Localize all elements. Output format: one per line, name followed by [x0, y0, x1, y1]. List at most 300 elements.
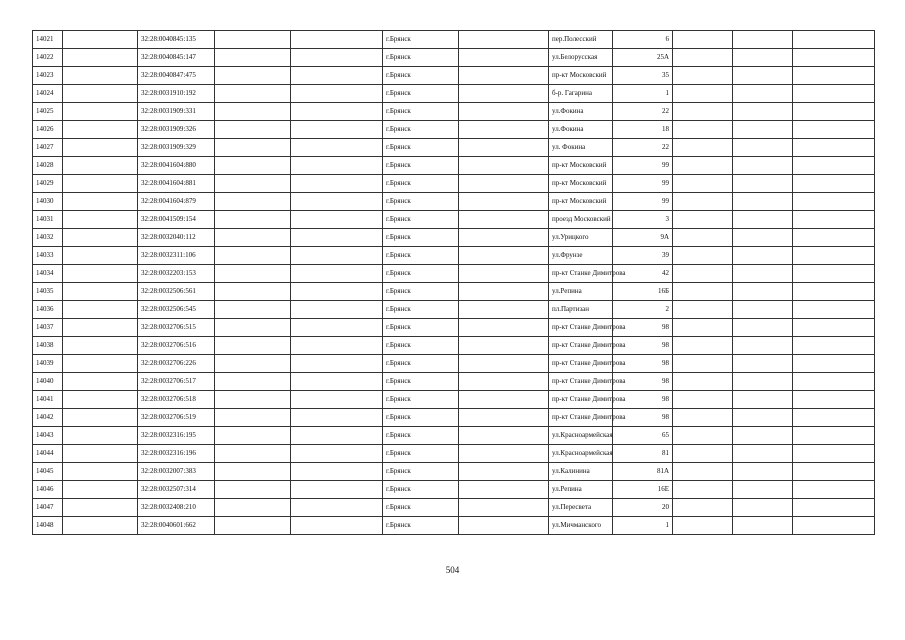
empty-cell — [215, 445, 291, 463]
city-cell: г.Брянск — [383, 175, 459, 193]
empty-cell — [793, 67, 875, 85]
id-cell: 14037 — [33, 319, 63, 337]
empty-cell — [673, 427, 733, 445]
empty-cell — [733, 301, 793, 319]
empty-cell — [733, 247, 793, 265]
empty-cell — [793, 229, 875, 247]
city-cell: г.Брянск — [383, 499, 459, 517]
empty-cell — [459, 481, 549, 499]
id-cell: 14027 — [33, 139, 63, 157]
empty-cell — [733, 373, 793, 391]
empty-cell — [733, 31, 793, 49]
street-cell: ул. Фокина — [549, 139, 613, 157]
street-cell: проезд Московский — [549, 211, 613, 229]
empty-cell — [673, 265, 733, 283]
empty-cell — [459, 49, 549, 67]
empty-cell — [291, 247, 383, 265]
street-cell: пр-кт Московский — [549, 175, 613, 193]
empty-cell — [291, 481, 383, 499]
registry-table — [32, 30, 875, 535]
empty-cell — [673, 463, 733, 481]
street-cell: ул.Калинина — [549, 463, 613, 481]
empty-cell — [215, 49, 291, 67]
empty-cell — [673, 121, 733, 139]
house-number-cell: 3 — [613, 211, 673, 229]
empty-cell — [215, 499, 291, 517]
street-cell: ул.Фокина — [549, 103, 613, 121]
cadastral-number-cell: 32:28:0032311:106 — [138, 247, 215, 265]
id-cell: 14035 — [33, 283, 63, 301]
table-row — [33, 211, 875, 229]
house-number-cell: 39 — [613, 247, 673, 265]
empty-cell — [291, 337, 383, 355]
cadastral-number-cell: 32:28:0041604:881 — [138, 175, 215, 193]
street-cell: пер.Полесский — [549, 31, 613, 49]
cadastral-number-cell: 32:28:0040845:135 — [138, 31, 215, 49]
empty-cell — [793, 283, 875, 301]
cadastral-number-cell: 32:28:0032203:153 — [138, 265, 215, 283]
cadastral-number-cell: 32:28:0041509:154 — [138, 211, 215, 229]
table-row — [33, 373, 875, 391]
house-number-cell: 6 — [613, 31, 673, 49]
cadastral-number-cell: 32:28:0031909:331 — [138, 103, 215, 121]
empty-cell — [673, 139, 733, 157]
empty-cell — [291, 319, 383, 337]
empty-cell — [733, 355, 793, 373]
house-number-cell: 20 — [613, 499, 673, 517]
empty-cell — [733, 67, 793, 85]
table-row — [33, 409, 875, 427]
empty-cell — [215, 283, 291, 301]
city-cell: г.Брянск — [383, 301, 459, 319]
empty-cell — [673, 31, 733, 49]
empty-cell — [459, 373, 549, 391]
empty-cell — [793, 31, 875, 49]
empty-cell — [63, 85, 138, 103]
street-cell: ул.Репина — [549, 283, 613, 301]
empty-cell — [63, 445, 138, 463]
id-cell: 14031 — [33, 211, 63, 229]
street-cell: б-р. Гагарина — [549, 85, 613, 103]
street-cell: ул.Репина — [549, 481, 613, 499]
empty-cell — [733, 409, 793, 427]
empty-cell — [215, 139, 291, 157]
empty-cell — [673, 337, 733, 355]
empty-cell — [673, 409, 733, 427]
table-row — [33, 391, 875, 409]
empty-cell — [215, 31, 291, 49]
house-number-cell: 98 — [613, 319, 673, 337]
street-cell: пр-кт Московский — [549, 157, 613, 175]
empty-cell — [63, 337, 138, 355]
street-cell: пр-кт Станке Димитрова — [549, 319, 613, 337]
cadastral-number-cell: 32:28:0032316:196 — [138, 445, 215, 463]
empty-cell — [733, 175, 793, 193]
street-cell: ул.Фрунзе — [549, 247, 613, 265]
empty-cell — [63, 247, 138, 265]
empty-cell — [673, 301, 733, 319]
cadastral-number-cell: 32:28:0041604:879 — [138, 193, 215, 211]
id-cell: 14024 — [33, 85, 63, 103]
id-cell: 14032 — [33, 229, 63, 247]
house-number-cell: 18 — [613, 121, 673, 139]
empty-cell — [733, 427, 793, 445]
table-row — [33, 265, 875, 283]
city-cell: г.Брянск — [383, 373, 459, 391]
empty-cell — [733, 337, 793, 355]
empty-cell — [733, 85, 793, 103]
empty-cell — [793, 103, 875, 121]
empty-cell — [459, 103, 549, 121]
empty-cell — [733, 463, 793, 481]
table-row — [33, 85, 875, 103]
empty-cell — [733, 265, 793, 283]
empty-cell — [215, 175, 291, 193]
id-cell: 14036 — [33, 301, 63, 319]
table-row — [33, 319, 875, 337]
empty-cell — [673, 229, 733, 247]
empty-cell — [215, 409, 291, 427]
house-number-cell: 25А — [613, 49, 673, 67]
cadastral-number-cell: 32:28:0031910:192 — [138, 85, 215, 103]
empty-cell — [63, 499, 138, 517]
id-cell: 14026 — [33, 121, 63, 139]
empty-cell — [793, 337, 875, 355]
empty-cell — [215, 337, 291, 355]
cadastral-number-cell: 32:28:0041604:880 — [138, 157, 215, 175]
empty-cell — [63, 409, 138, 427]
empty-cell — [215, 193, 291, 211]
empty-cell — [793, 409, 875, 427]
street-cell: ул.Мичманского — [549, 517, 613, 535]
empty-cell — [733, 139, 793, 157]
empty-cell — [793, 49, 875, 67]
empty-cell — [459, 337, 549, 355]
empty-cell — [63, 427, 138, 445]
empty-cell — [215, 427, 291, 445]
cadastral-number-cell: 32:28:0032706:226 — [138, 355, 215, 373]
empty-cell — [63, 517, 138, 535]
cadastral-number-cell: 32:28:0040847:475 — [138, 67, 215, 85]
empty-cell — [63, 139, 138, 157]
street-cell: пр-кт Станке Димитрова — [549, 373, 613, 391]
street-cell: пр-кт Московский — [549, 67, 613, 85]
empty-cell — [291, 499, 383, 517]
empty-cell — [459, 319, 549, 337]
empty-cell — [291, 445, 383, 463]
empty-cell — [215, 517, 291, 535]
empty-cell — [733, 445, 793, 463]
empty-cell — [215, 157, 291, 175]
empty-cell — [733, 157, 793, 175]
street-cell: ул.Урицкого — [549, 229, 613, 247]
empty-cell — [63, 211, 138, 229]
empty-cell — [291, 373, 383, 391]
empty-cell — [459, 157, 549, 175]
empty-cell — [459, 265, 549, 283]
city-cell: г.Брянск — [383, 355, 459, 373]
table-row — [33, 337, 875, 355]
empty-cell — [291, 49, 383, 67]
street-cell: пр-кт Московский — [549, 193, 613, 211]
city-cell: г.Брянск — [383, 229, 459, 247]
empty-cell — [673, 175, 733, 193]
city-cell: г.Брянск — [383, 49, 459, 67]
empty-cell — [793, 265, 875, 283]
empty-cell — [793, 319, 875, 337]
city-cell: г.Брянск — [383, 121, 459, 139]
empty-cell — [733, 103, 793, 121]
city-cell: г.Брянск — [383, 319, 459, 337]
empty-cell — [215, 391, 291, 409]
empty-cell — [215, 229, 291, 247]
street-cell: пл.Партизан — [549, 301, 613, 319]
empty-cell — [63, 463, 138, 481]
empty-cell — [793, 427, 875, 445]
empty-cell — [673, 391, 733, 409]
empty-cell — [673, 499, 733, 517]
id-cell: 14034 — [33, 265, 63, 283]
cadastral-number-cell: 32:28:0032706:517 — [138, 373, 215, 391]
table-row — [33, 445, 875, 463]
city-cell: г.Брянск — [383, 211, 459, 229]
empty-cell — [215, 211, 291, 229]
table-row — [33, 121, 875, 139]
empty-cell — [291, 229, 383, 247]
empty-cell — [459, 301, 549, 319]
id-cell: 14033 — [33, 247, 63, 265]
empty-cell — [733, 211, 793, 229]
id-cell: 14029 — [33, 175, 63, 193]
empty-cell — [291, 265, 383, 283]
id-cell: 14022 — [33, 49, 63, 67]
empty-cell — [793, 391, 875, 409]
id-cell: 14028 — [33, 157, 63, 175]
empty-cell — [459, 67, 549, 85]
empty-cell — [291, 175, 383, 193]
empty-cell — [793, 517, 875, 535]
empty-cell — [459, 193, 549, 211]
empty-cell — [63, 355, 138, 373]
table-row — [33, 103, 875, 121]
empty-cell — [215, 121, 291, 139]
city-cell: г.Брянск — [383, 265, 459, 283]
empty-cell — [459, 391, 549, 409]
cadastral-number-cell: 32:28:0032506:561 — [138, 283, 215, 301]
cadastral-number-cell: 32:28:0032706:515 — [138, 319, 215, 337]
house-number-cell: 1 — [613, 517, 673, 535]
street-cell: ул.Красноармейская — [549, 445, 613, 463]
city-cell: г.Брянск — [383, 283, 459, 301]
house-number-cell: 98 — [613, 409, 673, 427]
empty-cell — [459, 283, 549, 301]
cadastral-number-cell: 32:28:0031909:326 — [138, 121, 215, 139]
empty-cell — [673, 157, 733, 175]
city-cell: г.Брянск — [383, 139, 459, 157]
empty-cell — [459, 517, 549, 535]
table-row — [33, 175, 875, 193]
city-cell: г.Брянск — [383, 445, 459, 463]
table-row — [33, 481, 875, 499]
house-number-cell: 98 — [613, 373, 673, 391]
house-number-cell: 35 — [613, 67, 673, 85]
empty-cell — [459, 409, 549, 427]
cadastral-number-cell: 32:28:0032316:195 — [138, 427, 215, 445]
empty-cell — [215, 355, 291, 373]
table-row — [33, 355, 875, 373]
empty-cell — [673, 49, 733, 67]
house-number-cell: 99 — [613, 157, 673, 175]
city-cell: г.Брянск — [383, 247, 459, 265]
empty-cell — [673, 85, 733, 103]
empty-cell — [459, 463, 549, 481]
table-row — [33, 67, 875, 85]
empty-cell — [673, 211, 733, 229]
empty-cell — [733, 319, 793, 337]
empty-cell — [793, 445, 875, 463]
empty-cell — [733, 121, 793, 139]
cadastral-number-cell: 32:28:0032506:545 — [138, 301, 215, 319]
table-row — [33, 517, 875, 535]
id-cell: 14043 — [33, 427, 63, 445]
empty-cell — [291, 139, 383, 157]
id-cell: 14046 — [33, 481, 63, 499]
empty-cell — [63, 301, 138, 319]
city-cell: г.Брянск — [383, 103, 459, 121]
cadastral-number-cell: 32:28:0032507:314 — [138, 481, 215, 499]
house-number-cell: 81 — [613, 445, 673, 463]
empty-cell — [291, 67, 383, 85]
house-number-cell: 98 — [613, 391, 673, 409]
empty-cell — [291, 31, 383, 49]
empty-cell — [673, 193, 733, 211]
empty-cell — [291, 301, 383, 319]
street-cell: пр-кт Станке Димитрова — [549, 337, 613, 355]
cadastral-number-cell: 32:28:0040601:662 — [138, 517, 215, 535]
empty-cell — [459, 31, 549, 49]
empty-cell — [459, 229, 549, 247]
empty-cell — [793, 175, 875, 193]
cadastral-number-cell: 32:28:0040845:147 — [138, 49, 215, 67]
id-cell: 14023 — [33, 67, 63, 85]
id-cell: 14025 — [33, 103, 63, 121]
empty-cell — [63, 103, 138, 121]
house-number-cell: 2 — [613, 301, 673, 319]
empty-cell — [793, 211, 875, 229]
cadastral-number-cell: 32:28:0032408:210 — [138, 499, 215, 517]
empty-cell — [459, 175, 549, 193]
cadastral-number-cell: 32:28:0032040:112 — [138, 229, 215, 247]
empty-cell — [215, 85, 291, 103]
empty-cell — [793, 499, 875, 517]
empty-cell — [291, 463, 383, 481]
empty-cell — [291, 409, 383, 427]
id-cell: 14048 — [33, 517, 63, 535]
empty-cell — [63, 391, 138, 409]
city-cell: г.Брянск — [383, 85, 459, 103]
city-cell: г.Брянск — [383, 409, 459, 427]
street-cell: ул.Белорусская — [549, 49, 613, 67]
empty-cell — [673, 103, 733, 121]
empty-cell — [793, 139, 875, 157]
id-cell: 14040 — [33, 373, 63, 391]
street-cell: ул.Фокина — [549, 121, 613, 139]
cadastral-number-cell: 32:28:0031909:329 — [138, 139, 215, 157]
empty-cell — [63, 319, 138, 337]
empty-cell — [733, 499, 793, 517]
empty-cell — [63, 157, 138, 175]
empty-cell — [63, 31, 138, 49]
city-cell: г.Брянск — [383, 157, 459, 175]
page-number: 504 — [445, 565, 460, 575]
id-cell: 14044 — [33, 445, 63, 463]
empty-cell — [673, 445, 733, 463]
empty-cell — [215, 463, 291, 481]
empty-cell — [291, 211, 383, 229]
empty-cell — [291, 103, 383, 121]
empty-cell — [291, 283, 383, 301]
empty-cell — [459, 139, 549, 157]
city-cell: г.Брянск — [383, 463, 459, 481]
house-number-cell: 22 — [613, 103, 673, 121]
empty-cell — [733, 283, 793, 301]
empty-cell — [215, 319, 291, 337]
table-row — [33, 31, 875, 49]
id-cell: 14045 — [33, 463, 63, 481]
empty-cell — [459, 211, 549, 229]
house-number-cell: 98 — [613, 337, 673, 355]
table-row — [33, 229, 875, 247]
empty-cell — [63, 49, 138, 67]
cadastral-number-cell: 32:28:0032706:518 — [138, 391, 215, 409]
table-row — [33, 283, 875, 301]
empty-cell — [291, 85, 383, 103]
house-number-cell: 99 — [613, 193, 673, 211]
empty-cell — [793, 373, 875, 391]
id-cell: 14047 — [33, 499, 63, 517]
id-cell: 14030 — [33, 193, 63, 211]
empty-cell — [673, 283, 733, 301]
empty-cell — [215, 247, 291, 265]
house-number-cell: 81А — [613, 463, 673, 481]
empty-cell — [793, 85, 875, 103]
empty-cell — [793, 355, 875, 373]
empty-cell — [291, 355, 383, 373]
empty-cell — [291, 157, 383, 175]
empty-cell — [673, 247, 733, 265]
city-cell: г.Брянск — [383, 67, 459, 85]
cadastral-number-cell: 32:28:0032007:383 — [138, 463, 215, 481]
cadastral-number-cell: 32:28:0032706:516 — [138, 337, 215, 355]
city-cell: г.Брянск — [383, 31, 459, 49]
empty-cell — [63, 121, 138, 139]
id-cell: 14042 — [33, 409, 63, 427]
street-cell: ул.Пересвета — [549, 499, 613, 517]
house-number-cell: 1 — [613, 85, 673, 103]
empty-cell — [291, 193, 383, 211]
empty-cell — [733, 517, 793, 535]
street-cell: пр-кт Станке Димитрова — [549, 391, 613, 409]
empty-cell — [215, 481, 291, 499]
empty-cell — [673, 481, 733, 499]
empty-cell — [215, 103, 291, 121]
empty-cell — [459, 85, 549, 103]
table-row — [33, 193, 875, 211]
empty-cell — [63, 481, 138, 499]
city-cell: г.Брянск — [383, 427, 459, 445]
table-row — [33, 247, 875, 265]
house-number-cell: 16Б — [613, 283, 673, 301]
